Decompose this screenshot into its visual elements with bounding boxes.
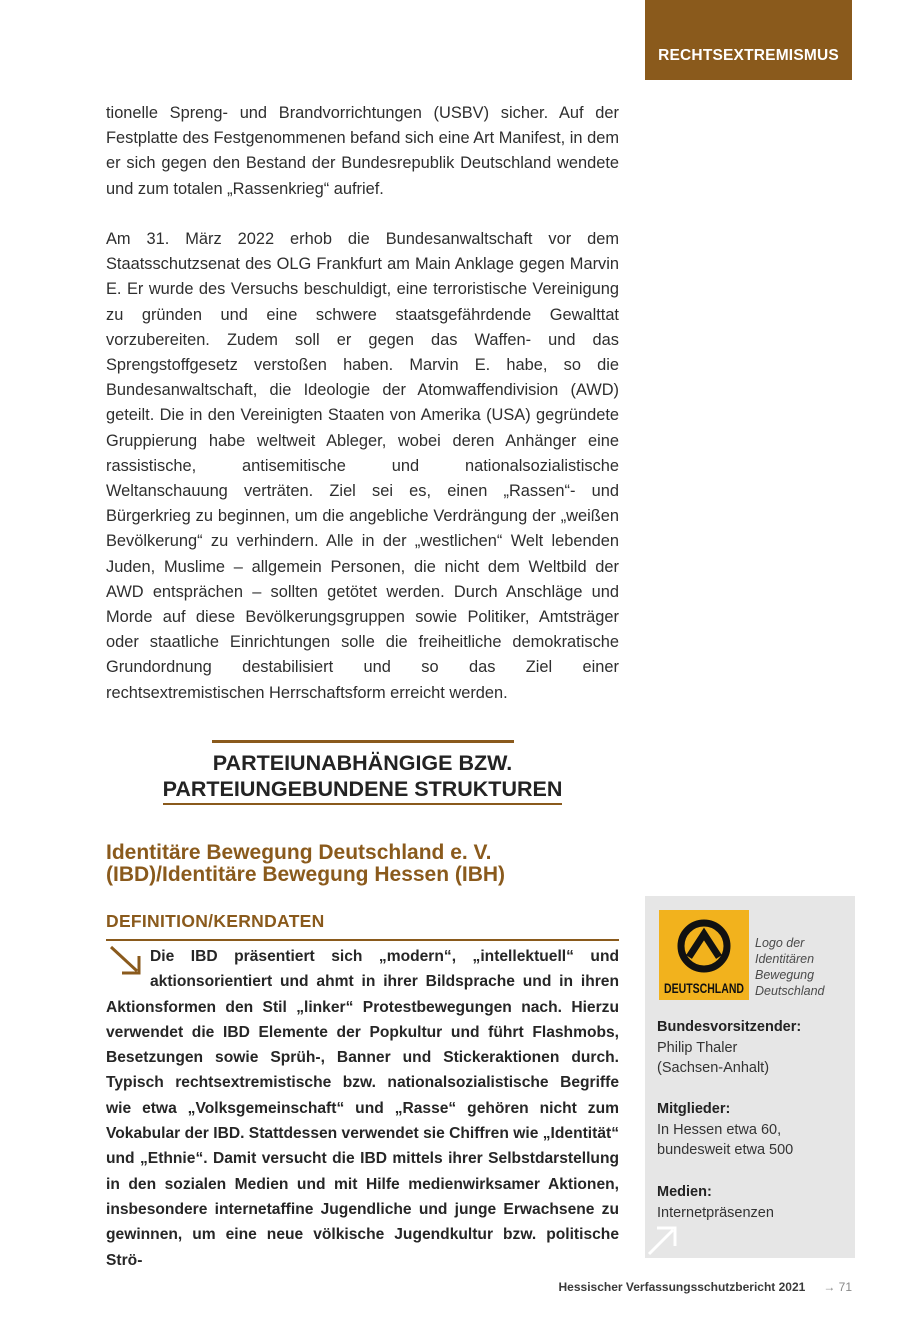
definition-text <box>106 944 619 1273</box>
chapter-tag-label: RECHTSEXTREMISMUS <box>658 47 839 64</box>
definition-rule <box>106 939 619 941</box>
organization-title-line-2: (IBD)/Identitäre Bewegung Hessen (IBH) <box>106 863 506 886</box>
logo-caption-line: Logo der <box>755 936 805 950</box>
media-label: Medien: <box>657 1184 712 1200</box>
section-heading-line-2: PARTEIUNGEBUNDENE STRUKTUREN <box>163 776 563 805</box>
section-heading-bar <box>212 740 514 743</box>
members-label: Mitglieder: <box>657 1101 731 1117</box>
paragraph-1: tionelle Spreng- und Brandvorrichtungen (USBV) sicher. Auf der Festplatte des Festgenommenen befand sich eine Art Manifest, in dem er sich gegen den Bestand der Bundesrepublik Deutschland wendete und zum totalen „Rassenkrieg“ aufrief. <box>106 104 619 198</box>
fact-sidebar <box>645 896 855 1258</box>
members-federal-prefix: bundesweit etwa <box>657 1142 770 1158</box>
logo-text: DEUTSCHLAND <box>664 981 745 996</box>
members-hessen-count: 60 <box>760 1121 778 1138</box>
fact-media <box>657 1182 849 1223</box>
section-heading <box>106 740 619 805</box>
fact-chair <box>657 1017 849 1079</box>
organization-title-line-1: Identitäre Bewegung Deutschland e. V. <box>106 841 492 864</box>
media-value: Internetpräsenzen <box>657 1204 774 1221</box>
section-heading-line-1: PARTEIUNABHÄNGIGE BZW. <box>212 751 513 775</box>
fact-members <box>657 1099 849 1161</box>
chapter-tag <box>645 0 852 80</box>
members-hessen <box>657 1120 849 1141</box>
logo-caption-line: Deutschland <box>755 984 825 998</box>
footer-title: Hessischer Verfassungsschutzbericht 2021 <box>558 1280 806 1294</box>
lambda-logo-icon <box>659 910 749 1000</box>
arrow-up-right-icon <box>645 1224 679 1258</box>
page-number: → 71 <box>823 1280 852 1294</box>
logo-caption <box>755 935 851 999</box>
ibd-logo <box>659 910 749 1000</box>
definition-heading: DEFINITION/KERNDATEN <box>106 911 325 931</box>
chair-region: (Sachsen-Anhalt) <box>657 1060 770 1076</box>
paragraph-2: Am 31. März 2022 erhob die Bundesanwaltschaft vor dem Staatsschutzsenat des OLG Frankfurt am Main Anklage gegen Marvin E. Er wurde des Versuchs beschuldigt, eine terroristische Vereinigung zu gründen und eine schwere staatsgefährdende Gewalttat vorzubereiten. Zudem soll er gegen das Waffen- und das Sprengstoffgesetz verstoßen haben. Marvin E. habe, so die Bundesanwaltschaft, die Ideologie der Atomwaffendivision (AWD) geteilt. Die in den Vereinigten Staaten von Amerika (USA) gegründete Gruppierung habe weltweit Ableger, wobei deren Anhänger eine rassistische, antisemitische und nationalsozialistische Weltanschauung verträten. Ziel sei es, einen „Rassen“- und Bürgerkrieg zu beginnen, um die angebliche Verdrängung der „weißen Bevölkerung“ zu verhindern. Alle in der „westlichen“ Welt lebenden Juden, Muslime – allgemein Personen, die nicht dem Weltbild der AWD entsprächen – sollten getötet werden. Durch Anschläge und Morde auf diese Bevölkerungsgruppen sowie Politiker, Amtsträger oder staatliche Einrichtungen solle die freiheitliche demokratische Grundordnung destabilisiert und so das Ziel einer rechtsextremistischen Herrschaftsform erreicht werden. <box>106 230 619 702</box>
logo-caption-line: Bewegung <box>755 968 815 982</box>
chair-name: Philip Thaler <box>657 1039 738 1056</box>
page-footer <box>559 1280 852 1294</box>
logo-caption-line: Identitären <box>755 952 815 966</box>
members-hessen-suffix: , <box>777 1121 782 1138</box>
members-federal-count: 500 <box>769 1142 794 1158</box>
chair-label: Bundesvorsitzender: <box>657 1019 802 1035</box>
members-federal <box>657 1140 849 1161</box>
definition-text-content: Die IBD präsentiert sich „modern“, „intellektuell“ und aktionsorientiert und ahmt in ihrer Bildsprache und in ihren Aktionsformen den Stil „linker“ Protestbewegungen nach. Hierzu verwendet die IBD Elemente der Popkultur und führt Flashmobs, Besetzungen sowie Sprüh-, Banner und Stickeraktionen durch. Typisch rechtsextremistische bzw. nationalsozialistische Begriffe wie etwa „Volksgemeinschaft“ und „Rasse“ gehören nicht zum Vokabular der IBD. Stattdessen verwendet sie Chiffren wie „Identität“ und „Ethnie“. Damit versucht die IBD mittels ihrer Selbstdarstellung in den sozialen Medien und mit Hilfe medienwirksamer Aktionen, insbesondere internetaffine Jugendliche und junge Erwachsene zu gewinnen, um eine neue völkische Jugendkultur bzw. politische Strö- <box>106 948 619 1269</box>
members-hessen-prefix: In Hessen etwa <box>657 1121 761 1138</box>
organization-title <box>106 842 626 886</box>
